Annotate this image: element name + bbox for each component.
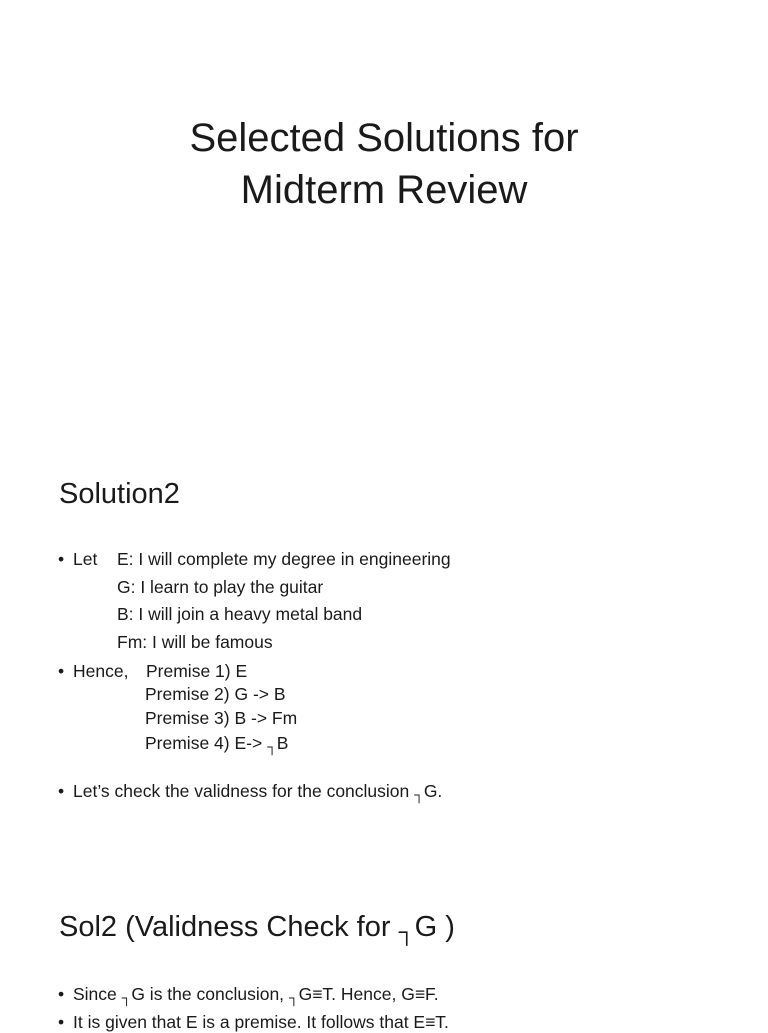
let-bullet (73, 549, 97, 570)
slide-title (0, 112, 768, 216)
sol2-heading-suffix: G ) (414, 911, 455, 943)
since-middle: G is the conclusion, (131, 984, 285, 1004)
premise-2: Premise 2) G -> B (145, 684, 286, 704)
given-text: It is given that E is a premise. It follows that E≡T. (73, 1012, 449, 1032)
check-tail: G. (423, 781, 443, 801)
definition-fm: Fm: I will be famous (117, 632, 273, 652)
since-prefix: Since (73, 984, 117, 1004)
hence-bullet (73, 661, 128, 682)
check-bullet (73, 781, 442, 802)
let-label: Let (73, 549, 98, 569)
negation-symbol: ┐ (288, 989, 299, 1005)
premise-1: Premise 1) E (146, 661, 248, 681)
solution2-heading: Solution2 (59, 478, 180, 510)
premise-4 (145, 733, 288, 754)
definition-g: G: I learn to play the guitar (117, 577, 324, 597)
negation-symbol: ┐ (267, 738, 277, 754)
hence-label: Hence, (73, 661, 129, 681)
definition-e: E: I will complete my degree in engineering (117, 549, 451, 569)
negation-symbol: ┐ (414, 786, 424, 802)
since-bullet (73, 984, 439, 1005)
premise-4-tail: B (276, 733, 289, 753)
given-bullet (73, 1012, 449, 1033)
premise-3: Premise 3) B -> Fm (145, 708, 298, 728)
sol2-check-heading (59, 911, 455, 944)
sol2-heading-prefix: Sol2 (Validness Check for (59, 911, 391, 943)
negation-symbol: ┐ (121, 989, 132, 1005)
negation-symbol: ┐ (398, 918, 415, 944)
definition-b: B: I will join a heavy metal band (117, 604, 363, 624)
title-line-2: Midterm Review (240, 168, 528, 212)
check-text: Let’s check the validness for the conclusion (73, 781, 410, 801)
premise-4-text: Premise 4) E-> (145, 733, 263, 753)
title-line-1: Selected Solutions for (189, 116, 579, 160)
since-tail: G≡T. Hence, G≡F. (298, 984, 439, 1004)
